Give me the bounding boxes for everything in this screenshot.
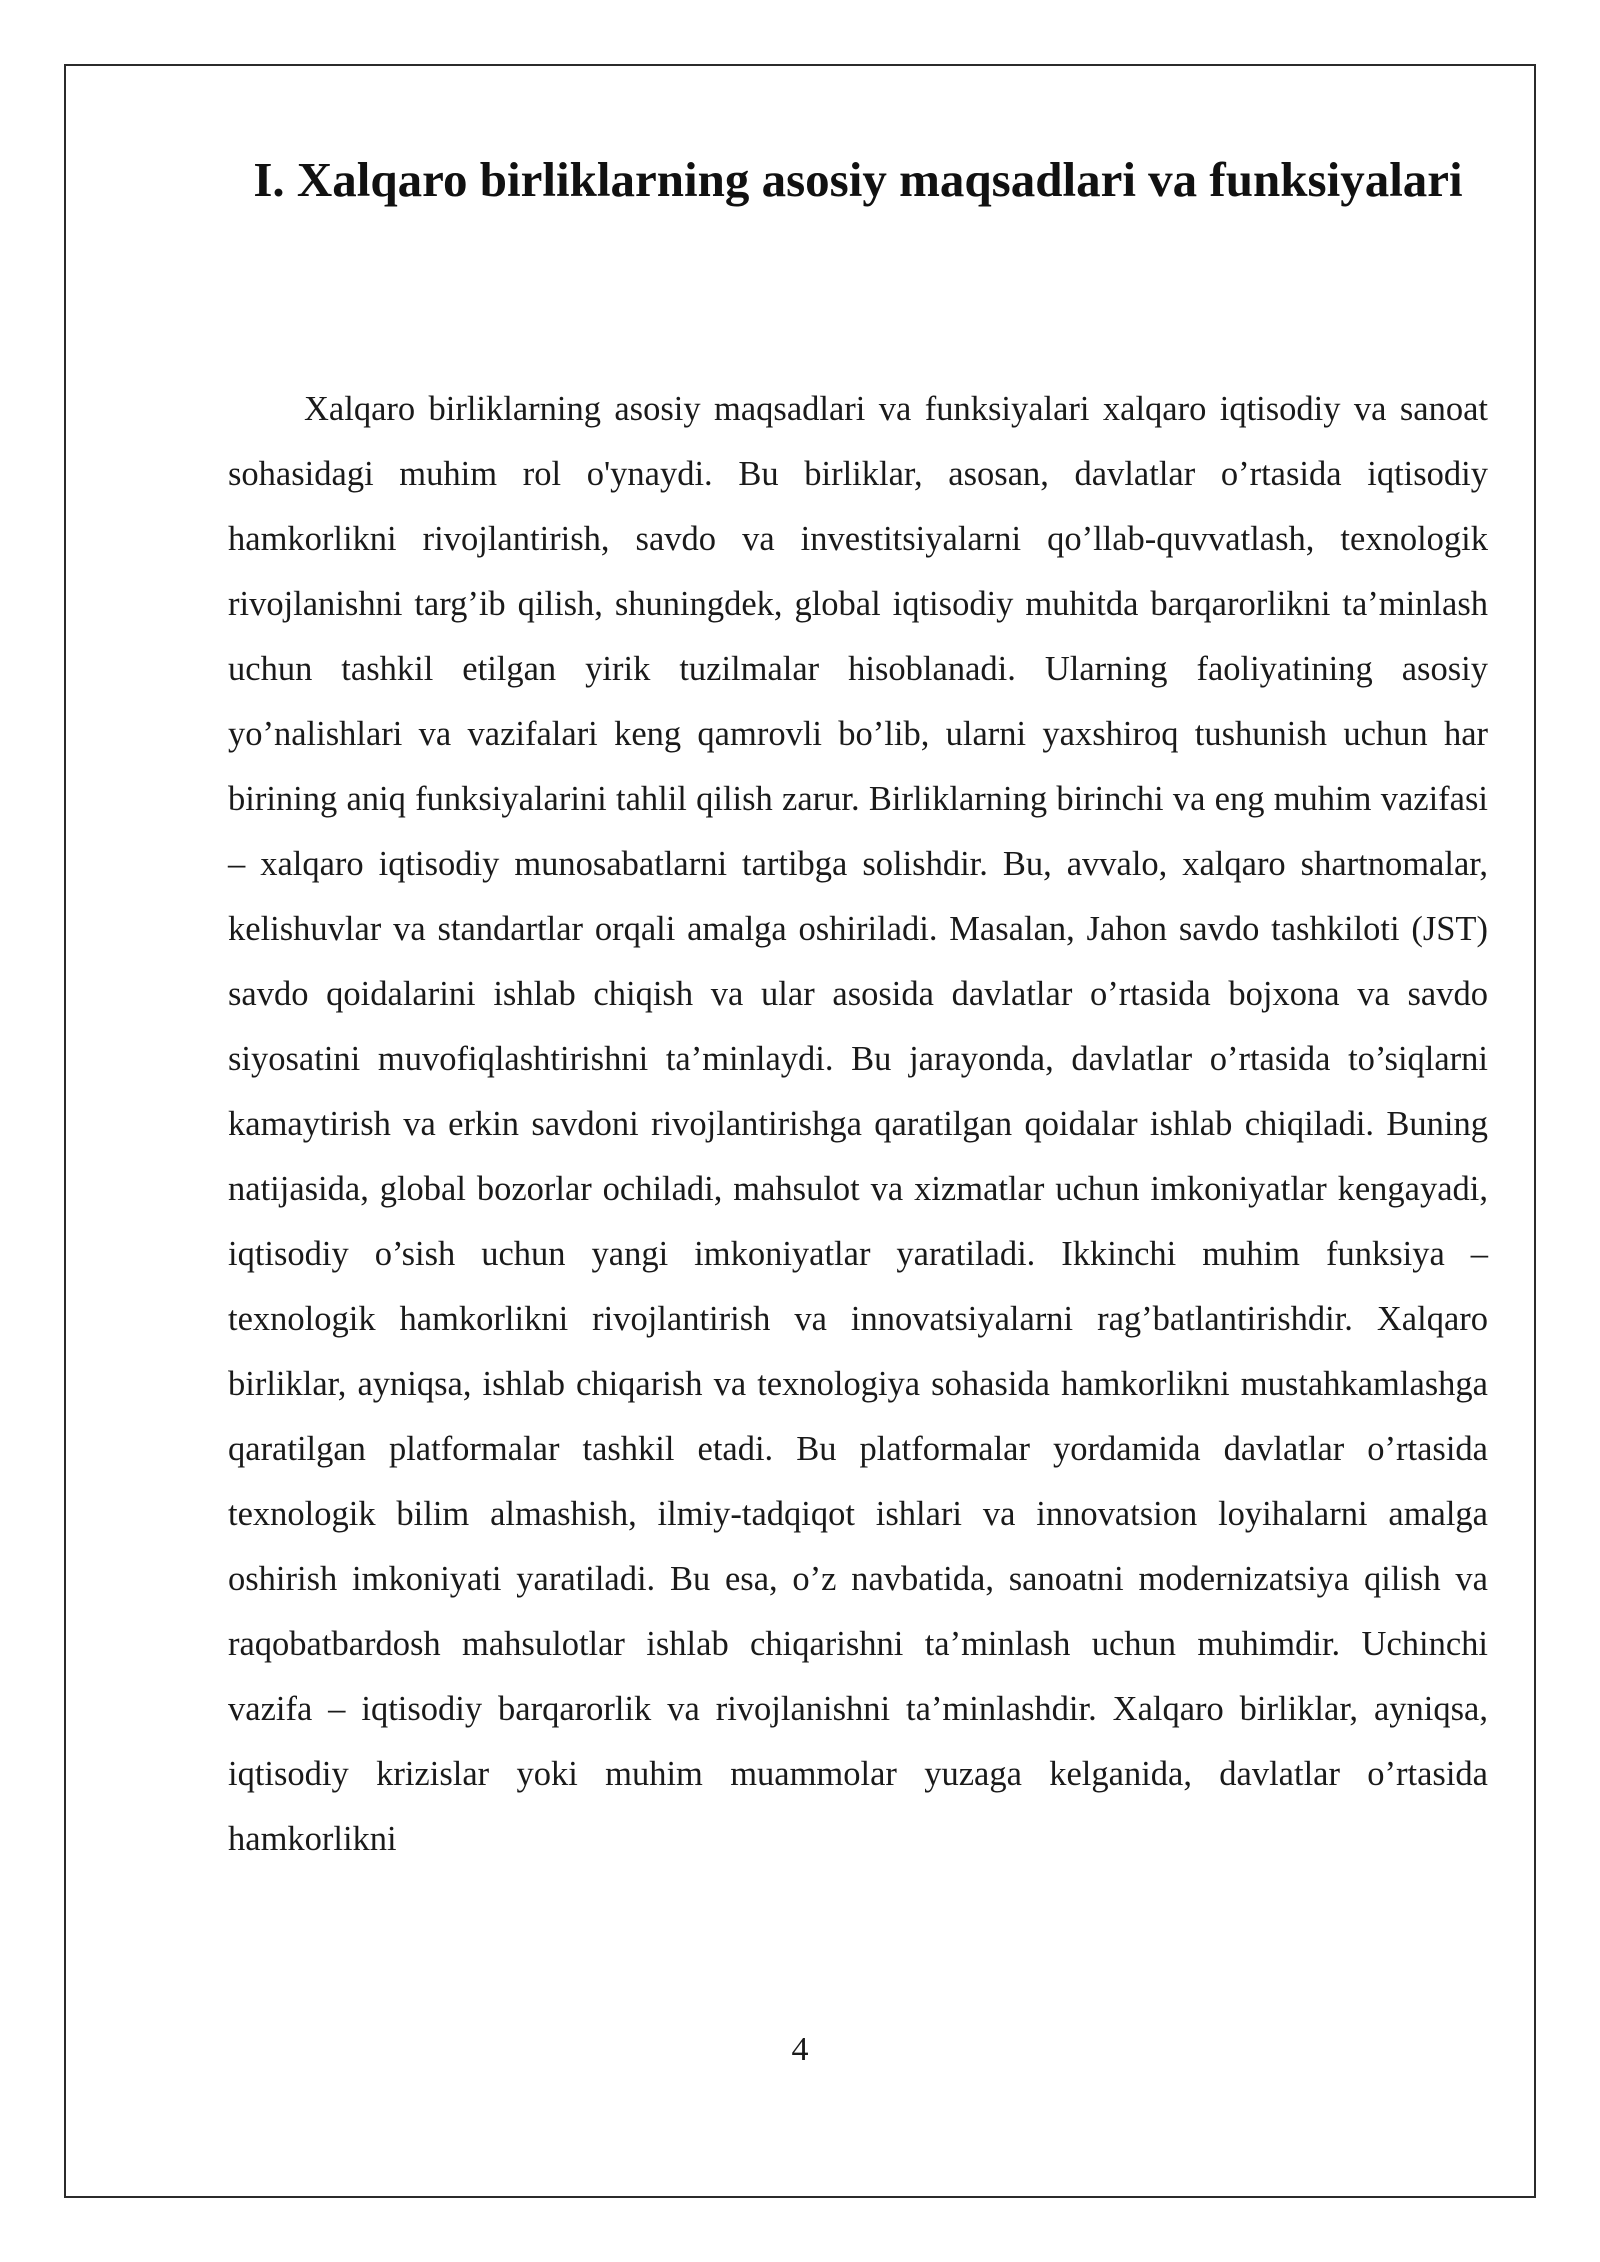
page-title: I. Xalqaro birliklarning asosiy maqsadlari va funksiyalari bbox=[253, 152, 1463, 207]
page-number: 4 bbox=[791, 2031, 809, 2068]
body-paragraph: Xalqaro birliklarning asosiy maqsadlari va funksiyalari xalqaro iqtisodiy va sanoat sohasidagi muhim rol o'ynaydi. Bu birliklar, asosan, davlatlar o’rtasida iqtisodiy hamkorlikni rivojlantirish, savdo va investitsiyalarni qo’llab-quvvatlash, texnologik rivojlanishni targ’ib qilish, shuningdek, global iqtisodiy muhitda barqarorlikni ta’minlash uchun tashkil etilgan yirik tuzilmalar hisoblanadi. Ularning faoliyatining asosiy yo’nalishlari va vazifalari keng qamrovli bo’lib, ularni yaxshiroq tushunish uchun har birining aniq funksiyalarini tahlil qilish zarur. Birliklarning birinchi va eng muhim vazifasi – xalqaro iqtisodiy munosabatlarni tartibga solishdir. Bu, avvalo, xalqaro shartnomalar, kelishuvlar va standartlar orqali amalga oshiriladi. Masalan, Jahon savdo tashkiloti (JST) savdo qoidalarini ishlab chiqish va ular asosida davlatlar o’rtasida bojxona va savdo siyosatini muvofiqlashtirishni ta’minlaydi. Bu jarayonda, davlatlar o’rtasida to’siqlarni kamaytirish va erkin savdoni rivojlantirishga qaratilgan qoidalar ishlab chiqiladi. Buning natijasida, global bozorlar ochiladi, mahsulot va xizmatlar uchun imkoniyatlar kengayadi, iqtisodiy o’sish uchun yangi imkoniyatlar yaratiladi. Ikkinchi muhim funksiya – texnologik hamkorlikni rivojlantirish va innovatsiyalarni rag’batlantirishdir. Xalqaro birliklar, ayniqsa, ishlab chiqarish va texnologiya sohasida hamkorlikni mustahkamlashga qaratilgan platformalar tashkil etadi. Bu platformalar yordamida davlatlar o’rtasida texnologik bilim almashish, ilmiy-tadqiqot ishlari va innovatsion loyihalarni amalga oshirish imkoniyati yaratiladi. Bu esa, o’z navbatida, sanoatni modernizatsiya qilish va raqobatbardosh mahsulotlar ishlab chiqarishni ta’minlash uchun muhimdir. Uchinchi vazifa – iqtisodiy barqarorlik va rivojlanishni ta’minlashdir. Xalqaro birliklar, ayniqsa, iqtisodiy krizislar yoki muhim muammolar yuzaga kelganida, davlatlar o’rtasida hamkorlikni bbox=[228, 390, 1488, 1858]
